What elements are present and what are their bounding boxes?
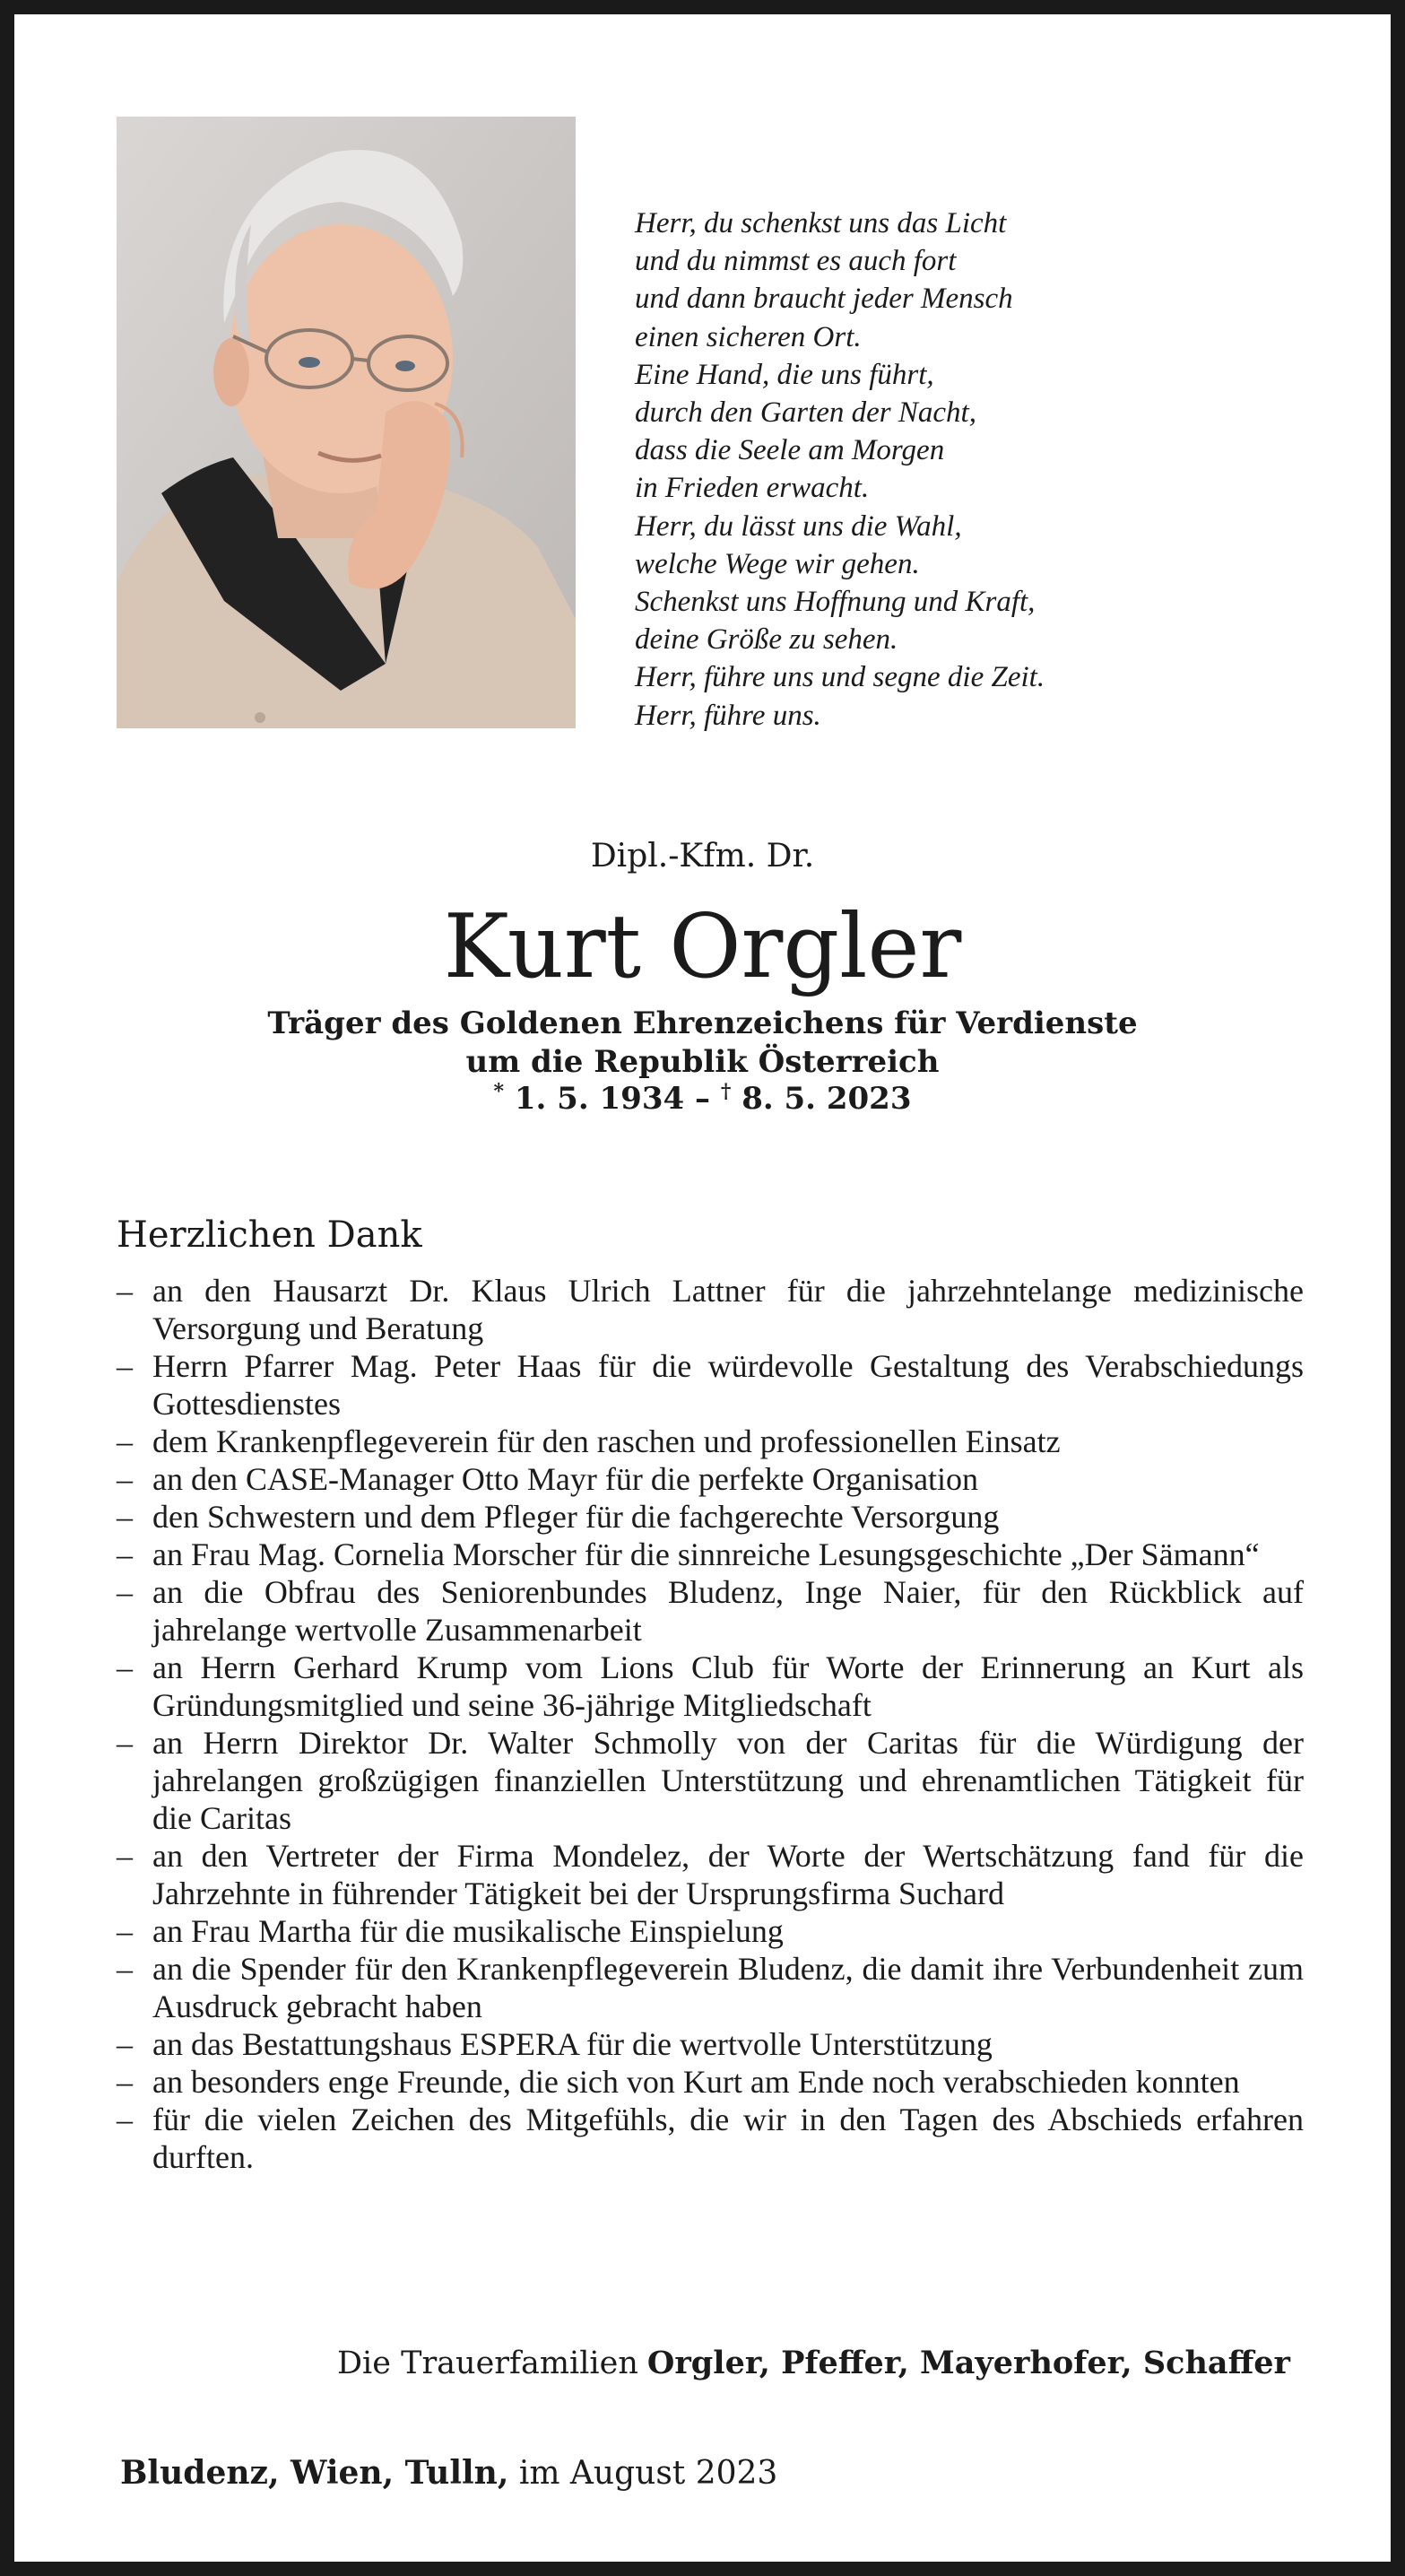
list-dash: – xyxy=(117,1838,133,1874)
list-item-text: an die Spender für den Krankenpflegeverein Bludenz, die damit ihre Verbundenheit zum Ausdruck gebracht haben xyxy=(152,1951,1304,2024)
list-dash: – xyxy=(117,1536,133,1572)
list-dash: – xyxy=(117,2064,133,2100)
list-dash: – xyxy=(117,1273,133,1309)
poem-line: Schenkst uns Hoffnung und Kraft, xyxy=(635,586,1036,619)
poem-line: welche Wege wir gehen. xyxy=(635,547,920,580)
list-dash: – xyxy=(117,1348,133,1384)
family-names: Orgler, Pfeffer, Mayerhofer, Schaffer xyxy=(646,2345,1290,2381)
list-dash: – xyxy=(117,1461,133,1497)
list-item xyxy=(117,2063,1304,2101)
death-date: 8. 5. 2023 xyxy=(731,1081,912,1117)
list-item xyxy=(117,2025,1304,2063)
poem-line: einen sicheren Ort. xyxy=(635,320,862,353)
life-dates xyxy=(14,1080,1391,1117)
list-item-text: an die Obfrau des Seniorenbundes Bludenz, Inge Naier, für den Rückblick auf jahrelange wertvolle Zusammenarbeit xyxy=(152,1574,1304,1648)
honor-title xyxy=(14,1005,1391,1082)
list-dash: – xyxy=(117,1725,133,1761)
signature-prefix: Die Trauerfamilien xyxy=(337,2345,638,2381)
poem-line: und dann braucht jeder Mensch xyxy=(635,283,1013,316)
list-item xyxy=(117,1460,1304,1498)
list-dash: – xyxy=(117,1574,133,1610)
thanks-heading: Herzlichen Dank xyxy=(117,1214,422,1256)
place-and-date xyxy=(120,2454,777,2492)
academic-degree: Dipl.-Kfm. Dr. xyxy=(590,838,815,875)
poem-line: und du nimmst es auch fort xyxy=(635,245,957,278)
birth-symbol: * xyxy=(493,1080,505,1103)
honor-line: Träger des Goldenen Ehrenzeichens für Verdienste xyxy=(267,1005,1138,1041)
portrait-illustration xyxy=(117,117,576,728)
obituary-page xyxy=(14,14,1391,2562)
list-item-text: an Frau Mag. Cornelia Morscher für die sinnreiche Lesungsgeschichte „Der Sämann“ xyxy=(152,1536,1260,1572)
list-item-text: an den Hausarzt Dr. Klaus Ulrich Lattner für die jahrzehntelange medizinische Versorgung und Beratung xyxy=(152,1273,1304,1346)
list-item xyxy=(117,1649,1304,1724)
deceased-name: Kurt Orgler xyxy=(443,896,962,998)
list-item xyxy=(117,2101,1304,2176)
list-item xyxy=(117,1724,1304,1837)
list-item-text: Herrn Pfarrer Mag. Peter Haas für die würdevolle Gestaltung des Verabschiedungs Gottesdienstes xyxy=(152,1348,1304,1422)
list-item xyxy=(117,1950,1304,2025)
list-dash: – xyxy=(117,1649,133,1685)
death-symbol: † xyxy=(720,1080,732,1103)
honor-line: um die Republik Österreich xyxy=(465,1044,940,1080)
poem-line: in Frieden erwacht. xyxy=(635,472,870,505)
poem-line: Herr, du schenkst uns das Licht xyxy=(635,207,1007,239)
list-item xyxy=(117,1423,1304,1460)
list-item xyxy=(117,1573,1304,1649)
list-item-text: an besonders enge Freunde, die sich von Kurt am Ende noch verabschieden konnten xyxy=(152,2064,1240,2100)
birth-date: 1. 5. 1934 xyxy=(504,1081,685,1117)
poem-line: Herr, du lässt uns die Wahl, xyxy=(635,509,962,543)
list-item-text: an Frau Martha für die musikalische Einspielung xyxy=(152,1913,784,1949)
poem-line: durch den Garten der Nacht, xyxy=(635,396,976,430)
place-cities: Bludenz, Wien, Tulln, xyxy=(120,2454,509,2492)
poem-line: Eine Hand, die uns führt, xyxy=(635,358,934,391)
poem-line: deine Größe zu sehen. xyxy=(635,623,898,657)
list-item-text: an das Bestattungshaus ESPERA für die wertvolle Unterstützung xyxy=(152,2026,993,2062)
list-item xyxy=(117,1272,1304,1347)
date-separator: – xyxy=(684,1081,721,1117)
list-item xyxy=(117,1498,1304,1536)
list-item-text: an den CASE-Manager Otto Mayr für die perfekte Organisation xyxy=(152,1461,979,1497)
list-dash: – xyxy=(117,1499,133,1535)
thanks-list xyxy=(117,1272,1304,2176)
poem-line: dass die Seele am Morgen xyxy=(635,434,945,467)
list-item-text: an den Vertreter der Firma Mondelez, der Worte der Wertschätzung fand für die Jahrzehnte in führender Tätigkeit bei der Ursprungsfirma Suchard xyxy=(152,1838,1304,1911)
family-signature xyxy=(337,2345,1290,2381)
list-item-text: an Herrn Direktor Dr. Walter Schmolly von der Caritas für die Würdigung der jahrelangen großzügigen finanziellen Unterstützung und ehrenamtlichen Tätigkeit für die Caritas xyxy=(152,1725,1304,1836)
list-dash: – xyxy=(117,1423,133,1459)
list-item-text: den Schwestern und dem Pfleger für die fachgerechte Versorgung xyxy=(152,1499,1000,1535)
poem-line: Herr, führe uns und segne die Zeit. xyxy=(635,661,1045,694)
list-item xyxy=(117,1912,1304,1950)
publication-date: im August 2023 xyxy=(508,2455,778,2492)
list-dash: – xyxy=(117,1913,133,1949)
list-item-text: für die vielen Zeichen des Mitgefühls, die wir in den Tagen des Abschieds erfahren durften. xyxy=(152,2102,1304,2175)
poem xyxy=(635,205,1245,735)
list-item xyxy=(117,1837,1304,1912)
portrait-photo xyxy=(117,117,576,728)
list-item-text: an Herrn Gerhard Krump vom Lions Club für Worte der Erinnerung an Kurt als Gründungsmitglied und seine 36-jährige Mitgliedschaft xyxy=(152,1649,1304,1723)
poem-line: Herr, führe uns. xyxy=(635,699,821,732)
list-dash: – xyxy=(117,1951,133,1987)
list-item xyxy=(117,1536,1304,1573)
list-dash: – xyxy=(117,2102,133,2137)
list-item-text: dem Krankenpflegeverein für den raschen und professionellen Einsatz xyxy=(152,1423,1061,1459)
list-item xyxy=(117,1347,1304,1423)
list-dash: – xyxy=(117,2026,133,2062)
